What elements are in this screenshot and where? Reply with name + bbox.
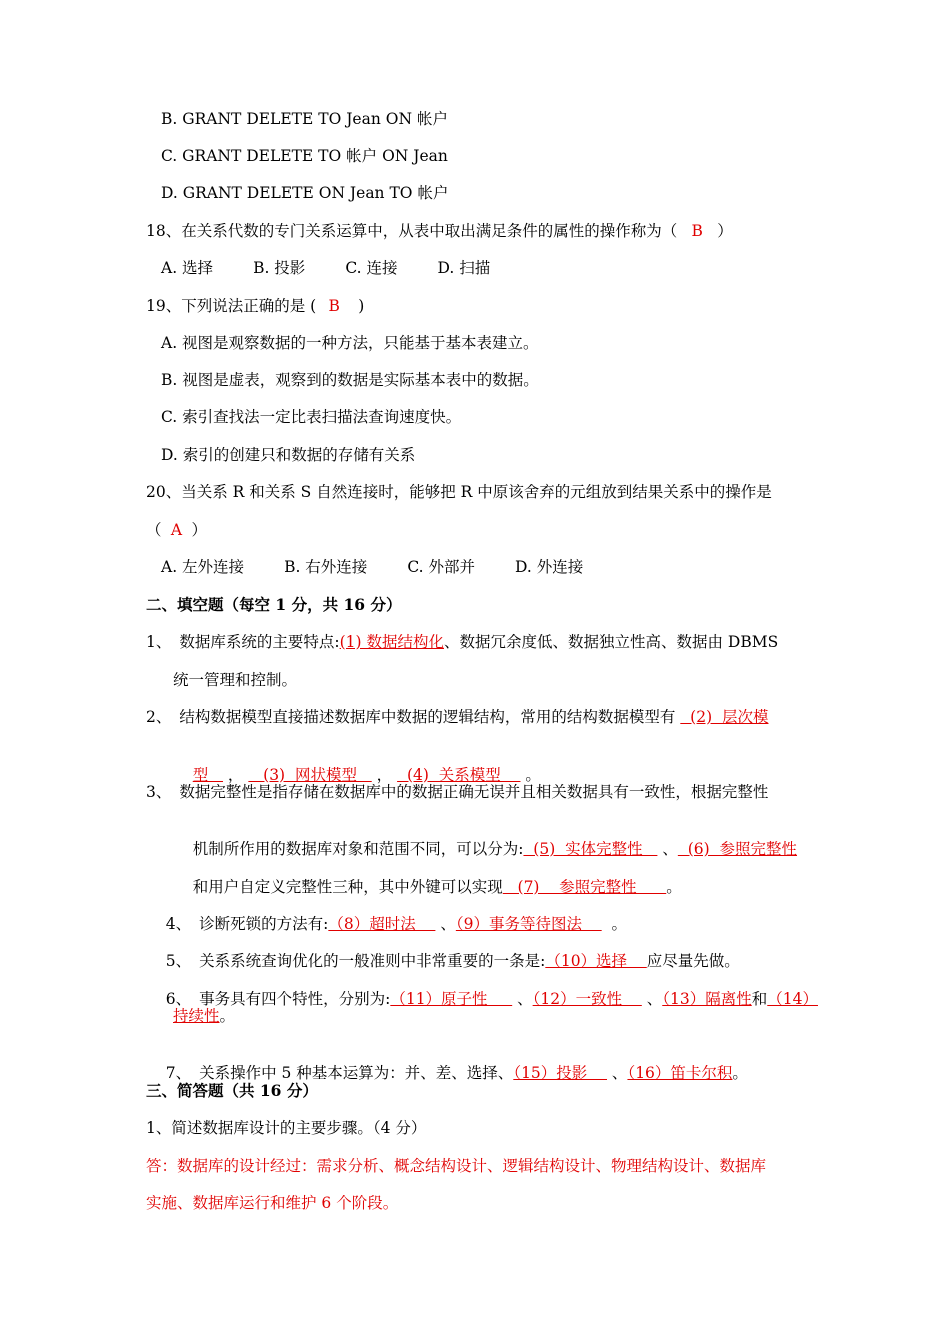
fill-item-6-num: 6、 <box>165 990 192 1008</box>
fill-item-6-cont <box>173 1006 235 1026</box>
short-answer-q1: 1、简述数据库设计的主要步骤。（4 分） <box>146 1119 427 1137</box>
blank-14-part2: 持续性 <box>173 1007 220 1025</box>
fill-item-3 <box>146 782 768 802</box>
q20-option-a: A. 左外连接 <box>161 558 245 576</box>
fill-item-6-and: 和 <box>751 990 768 1008</box>
q20-option-d: D. 外连接 <box>514 558 584 576</box>
fill-item-1-cont: 统一管理和控制。 <box>173 671 298 689</box>
q19-option-b: B. 视图是虚表，观察到的数据是实际基本表中的数据。 <box>161 371 539 389</box>
fill-item-2-sep2: ， <box>371 766 398 784</box>
fill-item-7-sep: 、 <box>607 1064 628 1082</box>
fill-item-7-text: 关系操作中 5 种基本运算为：并、差、选择、 <box>199 1064 514 1082</box>
q18-stem <box>146 221 733 241</box>
fill-item-3-text: 数据完整性是指存储在数据库中的数据正确无误并且相关数据具有一致性，根据完整性 <box>179 783 769 801</box>
section3-title: 三、简答题（共 16 分） <box>146 1081 318 1100</box>
fill-item-1-text-post: 、数据冗余度低、数据独立性高、数据由 DBMS <box>444 633 779 651</box>
blank-10: （10）选择 <box>545 952 647 970</box>
blank-6: (6) 参照完整性 <box>677 840 798 858</box>
q20-options <box>161 557 583 577</box>
q20-answer: A <box>170 521 183 539</box>
blank-2-part1: (2) 层次模 <box>680 708 769 726</box>
fill-item-5-post: 应尽量先做。 <box>646 952 740 970</box>
blank-11: （11）原子性 <box>390 990 513 1008</box>
fill-item-5-num: 5、 <box>165 952 192 970</box>
q18-options <box>161 258 490 278</box>
fill-item-4-num: 4、 <box>165 915 192 933</box>
q18-option-d: D. 扫描 <box>437 259 491 277</box>
q19-option-a: A. 视图是观察数据的一种方法，只能基于基本表建立。 <box>161 334 539 352</box>
blank-14-part1: （14） <box>767 990 818 1008</box>
short-answer-a1-line2: 实施、数据库运行和维护 6 个阶段。 <box>146 1194 399 1212</box>
fill-item-4-text: 诊断死锁的方法有: <box>199 915 329 933</box>
q18-answer: B <box>691 222 703 240</box>
q19-stem <box>146 296 364 316</box>
q18-option-c: C. 连接 <box>345 259 398 277</box>
fill-item-1 <box>146 632 778 652</box>
blank-9: （9）事务等待图法 <box>455 915 602 933</box>
fill-item-2 <box>146 707 768 727</box>
q20-option-c: C. 外部并 <box>407 558 475 576</box>
blank-3: (3) 网状模型 <box>248 766 372 784</box>
fill-item-1-num: 1、 <box>146 633 172 651</box>
q20-paren-open: （ <box>146 521 162 539</box>
fill-item-1-text: 数据库系统的主要特点: <box>179 633 340 651</box>
q18-option-b: B. 投影 <box>253 259 306 277</box>
fill-item-7-end: 。 <box>732 1064 748 1082</box>
blank-5: (5) 实体完整性 <box>523 840 658 858</box>
short-answer-a1-line1: 答：数据库的设计经过：需求分析、概念结构设计、逻辑结构设计、物理结构设计、数据库 <box>146 1157 767 1175</box>
fill-item-2-num: 2、 <box>146 708 172 726</box>
q20-stem: 20、当关系 R 和关系 S 自然连接时，能够把 R 中原该舍弃的元组放到结果关系中的操作是 <box>146 483 772 501</box>
q20-answer-line <box>146 520 207 540</box>
fill-item-2-end: 。 <box>520 766 541 784</box>
blank-8: （8）超时法 <box>328 915 436 933</box>
fill-item-3-end: 。 <box>666 878 682 896</box>
blank-15: （15）投影 <box>513 1064 607 1082</box>
fill-item-2-text: 结构数据模型直接描述数据库中数据的逻辑结构，常用的结构数据模型有 <box>179 708 681 726</box>
blank-12: （12）一致性 <box>532 990 642 1008</box>
blank-16: （16）笛卡尔积 <box>627 1064 733 1082</box>
fill-item-6 <box>146 969 818 1029</box>
blank-13: （13）隔离性 <box>662 990 752 1008</box>
blank-1: (1) 数据结构化 <box>339 633 444 651</box>
fill-item-4-sep: 、 <box>435 915 456 933</box>
q19-answer: B <box>328 297 340 315</box>
fill-item-7-num: 7、 <box>165 1064 192 1082</box>
fill-item-5-text: 关系系统查询优化的一般准则中非常重要的一条是: <box>199 952 546 970</box>
fill-item-2-sep1: ， <box>223 766 249 784</box>
q19-paren-close: ) <box>358 297 365 315</box>
q20-paren-close: ） <box>191 521 208 539</box>
q17-option-c: C. GRANT DELETE TO 帐户 ON Jean <box>161 147 448 165</box>
fill-item-4-end: 。 <box>601 915 628 933</box>
fill-item-6-end: 。 <box>219 1007 236 1025</box>
fill-item-3-sep: 、 <box>657 840 678 858</box>
q18-option-a: A. 选择 <box>161 259 214 277</box>
fill-item-6-text: 事务具有四个特性，分别为: <box>199 990 391 1008</box>
q17-option-d: D. GRANT DELETE ON Jean TO 帐户 <box>161 184 449 202</box>
q18-paren-close: ） <box>717 222 733 240</box>
q17-option-b: B. GRANT DELETE TO Jean ON 帐户 <box>161 110 448 128</box>
fill-item-6-sep2: 、 <box>641 990 663 1008</box>
q19-stem-text: 19、下列说法正确的是 ( <box>146 297 317 315</box>
blank-7: (7) 参照完整性 <box>502 878 667 896</box>
q19-option-c: C. 索引查找法一定比表扫描法查询速度快。 <box>161 408 462 426</box>
fill-item-3-text-3: 和用户自定义完整性三种，其中外键可以实现 <box>192 878 503 896</box>
fill-item-3-text-2: 机制所作用的数据库对象和范围不同，可以分为: <box>192 840 524 858</box>
q18-stem-text: 18、在关系代数的专门关系运算中，从表中取出满足条件的属性的操作称为（ <box>146 222 678 240</box>
fill-item-3-num: 3、 <box>146 783 172 801</box>
blank-4: (4) 关系模型 <box>397 766 521 784</box>
blank-2-part2: 型 <box>192 766 223 784</box>
fill-item-6-sep1: 、 <box>512 990 533 1008</box>
q20-option-b: B. 右外连接 <box>284 558 368 576</box>
section2-title: 二、填空题（每空 1 分，共 16 分） <box>146 595 402 614</box>
q19-option-d: D. 索引的创建只和数据的存储有关系 <box>161 446 416 464</box>
